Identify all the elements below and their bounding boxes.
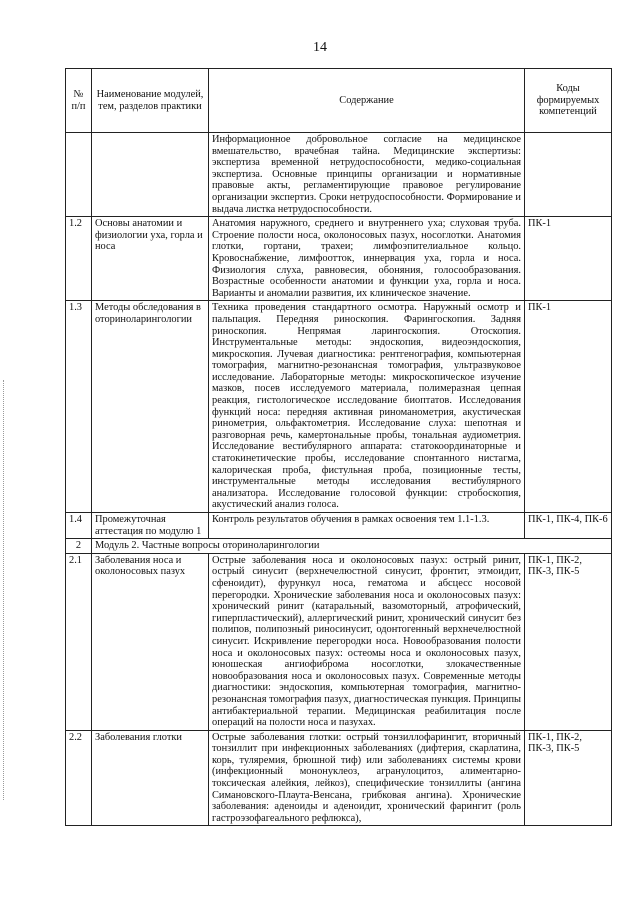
row-content: Острые заболевания носа и околоносовых пазух: острый ринит, острый синусит (верхнечелюстной синусит, фронтит, этмоидит, сфеноидит), фурункул носа, гематома и абсцесс носовой перегородки. Хронические заболевания носа и околоносовых пазух: хронический ринит (катаральный, вазомоторный, атрофический, гиперпластический), аллергический ринит, хронический синусит без полипов, полипозный риносинусит, одонтогенный верхнечелюстной синусит. Искривление перегородки носа. Новообразования полости носа и околоносовых пазух: остеомы носа и околоносовых пазух, юношеская ангиофиброма носоглотки, злокачественные новообразования носа и околоносовых пазух. Современные методы диагностики: эндоскопия, компьютерная томография, магнитно-резонансная томография пазух, диагностическая пункция. Принципы антибактериальной терапии. Медицинская реабилитация после операций на полости носа и пазухах. <box>209 553 525 730</box>
row-content: Информационное добровольное согласие на медицинское вмешательство, врачебная тайна. Медицинские экспертизы: экспертиза временной нетрудоспособности, медико-социальная экспертиза. Основные принципы организации и нормативные правовые акты, регламентирующие правовое регулирование организации экспертиз. Сроки нетрудоспособности. Формирование и выдача листка нетрудоспособности. <box>209 133 525 217</box>
table-row <box>66 217 612 301</box>
row-name: Заболевания носа и околоносовых пазух <box>92 553 209 730</box>
row-content: Анатомия наружного, среднего и внутреннего уха; слуховая труба. Строение полости носа, околоносовых пазух, носоглотки. Анатомия глотки, гортани, трахеи; лимфоэпителиальное кольцо. Кровоснабжение, лимфоотток, иннервация уха, горла и носа. Физиология слуха, равновесия, обоняния, голосообразования. Возрастные особенности анатомии и функции уха, горла и носа. Варианты и аномалии развития, их клиническое значение. <box>209 217 525 301</box>
header-num: № п/п <box>66 69 92 133</box>
row-content: Техника проведения стандартного осмотра. Наружный осмотр и пальпация. Передняя риноскопия. Фарингоскопия. Задняя риноскопия. Непрямая ларингоскопия. Отоскопия. Инструментальные методы: эндоскопия, видеоэндоскопия, микроскопия. Лучевая диагностика: рентгенография, компьютерная томография, магнитно-резонансная томография, ультразвуковое исследование. Лабораторные методы: микроскопическое изучение мазков, посев исследуемого материала, полимеразная цепная реакция, гистологическое исследование биоптатов. Исследования функций носа: передняя активная риноманометрия, акустическая ринометрия, ольфактометрия. Исследование слуха: шепотная и разговорная речь, камертональные пробы, тональная аудиометрия. Исследование вестибулярного аппарата: статокоординаторные и статокинетические пробы, исследование спонтанного нистагма, калорическая проба, фистульная проба, позиционные тесты, инструментальные методы исследования вестибулярного анализатора. Исследование голосовой функции: стробоскопия, акустический анализ голоса. <box>209 301 525 513</box>
scan-edge-mark <box>3 380 5 800</box>
row-name: Методы обследования в оториноларингологии <box>92 301 209 513</box>
row-name <box>92 133 209 217</box>
table-header-row <box>66 69 612 133</box>
section-row <box>66 539 612 554</box>
header-content: Содержание <box>209 69 525 133</box>
row-codes <box>525 133 612 217</box>
curriculum-table <box>65 68 612 826</box>
section-num: 2 <box>66 539 92 554</box>
section-title: Модуль 2. Частные вопросы оториноларингологии <box>92 539 612 554</box>
row-codes: ПК-1, ПК-2, ПК-3, ПК-5 <box>525 553 612 730</box>
table-row <box>66 553 612 730</box>
row-codes: ПК-1 <box>525 301 612 513</box>
row-name: Основы анатомии и физиологии уха, горла и носа <box>92 217 209 301</box>
row-num: 1.2 <box>66 217 92 301</box>
row-num: 1.4 <box>66 513 92 539</box>
header-name: Наименование модулей, тем, разделов практики <box>92 69 209 133</box>
table-row <box>66 133 612 217</box>
page-number: 14 <box>313 40 327 55</box>
header-codes: Коды формируемых компетенций <box>525 69 612 133</box>
row-num: 1.3 <box>66 301 92 513</box>
row-name: Заболевания глотки <box>92 730 209 826</box>
row-content: Острые заболевания глотки: острый тонзиллофарингит, вторичный тонзиллит при инфекционных заболеваниях (дифтерия, скарлатина, корь, туляремия, брюшной тиф) или заболеваниях системы крови (инфекционный мононуклеоз, агранулоцитоз, алиментарно-токсическая алейкия, лейкоз), специфические тонзиллиты (ангина Симановского-Плаута-Венсана, грибковая ангина). Хронические заболевания: аденоиды и аденоидит, хронический фарингит (роль гастроэзофагеального рефлюкса), <box>209 730 525 826</box>
table-row <box>66 513 612 539</box>
row-num <box>66 133 92 217</box>
row-name: Промежуточная аттестация по модулю 1 <box>92 513 209 539</box>
row-num: 2.2 <box>66 730 92 826</box>
table-row <box>66 301 612 513</box>
table-row <box>66 730 612 826</box>
row-codes: ПК-1 <box>525 217 612 301</box>
row-content: Контроль результатов обучения в рамках освоения тем 1.1-1.3. <box>209 513 525 539</box>
row-codes: ПК-1, ПК-2, ПК-3, ПК-5 <box>525 730 612 826</box>
row-codes: ПК-1, ПК-4, ПК-6 <box>525 513 612 539</box>
row-num: 2.1 <box>66 553 92 730</box>
